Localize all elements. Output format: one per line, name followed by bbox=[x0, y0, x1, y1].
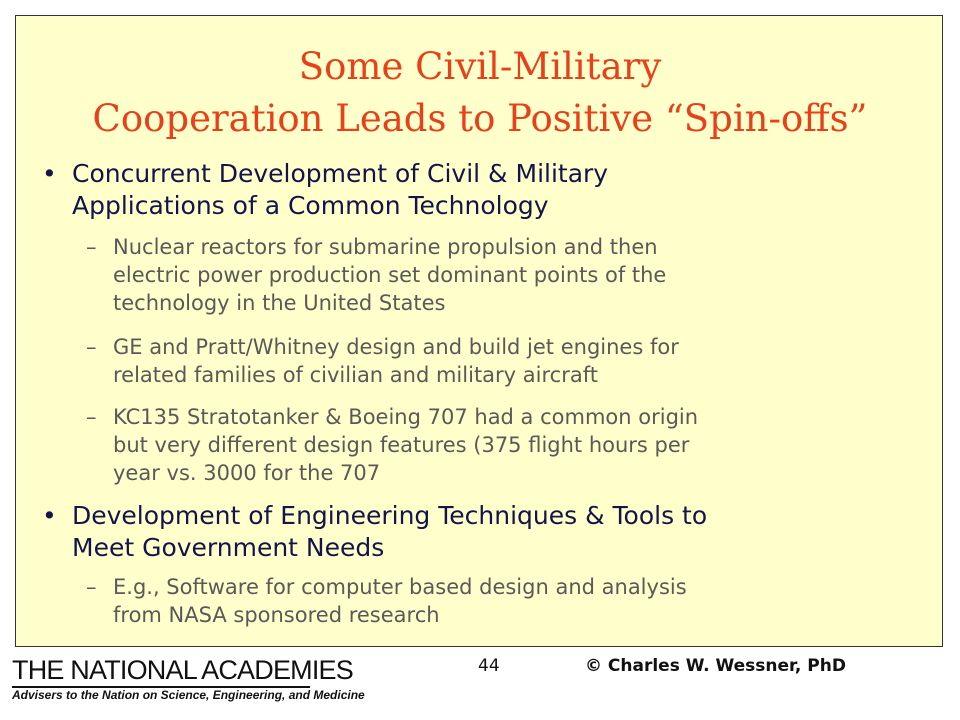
bullet-1 bbox=[42, 158, 922, 222]
sub-bullet-2-1 bbox=[86, 573, 923, 629]
sub-bullet-1-1 bbox=[86, 233, 923, 317]
sub-dash: – bbox=[86, 405, 97, 429]
sub-line: E.g., Software for computer based design and analysis bbox=[113, 575, 687, 599]
sub-line: from NASA sponsored research bbox=[113, 603, 440, 627]
bullet-1-line-1: Concurrent Development of Civil & Military bbox=[72, 159, 609, 188]
sub-dash: – bbox=[86, 335, 97, 359]
sub-line: KC135 Stratotanker & Boeing 707 had a common origin bbox=[113, 405, 699, 429]
page-number: 44 bbox=[478, 656, 500, 676]
sub-line: but very different design features (375 flight hours per bbox=[113, 433, 690, 457]
sub-line: GE and Pratt/Whitney design and build jet engines for bbox=[113, 335, 679, 359]
copyright-notice: © Charles W. Wessner, PhD bbox=[585, 656, 846, 676]
sub-line: year vs. 3000 for the 707 bbox=[113, 461, 381, 485]
bullet-dot: • bbox=[42, 159, 57, 188]
sub-line: electric power production set dominant points of the bbox=[113, 263, 667, 287]
logo-org-name: THE NATIONAL ACADEMIES bbox=[12, 655, 353, 685]
sub-dash: – bbox=[86, 235, 97, 259]
sub-line: technology in the United States bbox=[113, 291, 446, 315]
sub-line: related families of civilian and military aircraft bbox=[113, 363, 598, 387]
sub-bullet-1-3 bbox=[86, 403, 923, 487]
sub-dash: – bbox=[86, 575, 97, 599]
title-line-2: Cooperation Leads to Positive “Spin-offs” bbox=[92, 97, 868, 140]
bullet-2-line-2: Meet Government Needs bbox=[72, 533, 385, 562]
bullet-dot: • bbox=[42, 501, 57, 530]
logo-tagline: Advisers to the Nation on Science, Engineering, and Medicine bbox=[12, 688, 365, 702]
bullet-2 bbox=[42, 500, 922, 564]
slide-title bbox=[16, 41, 944, 145]
sub-line: Nuclear reactors for submarine propulsion and then bbox=[113, 235, 658, 259]
bullet-1-line-2: Applications of a Common Technology bbox=[72, 191, 549, 220]
bullet-2-line-1: Development of Engineering Techniques & Tools to bbox=[72, 501, 708, 530]
sub-bullet-1-2 bbox=[86, 333, 923, 389]
national-academies-logo bbox=[12, 655, 365, 703]
title-line-1: Some Civil-Military bbox=[298, 45, 662, 88]
